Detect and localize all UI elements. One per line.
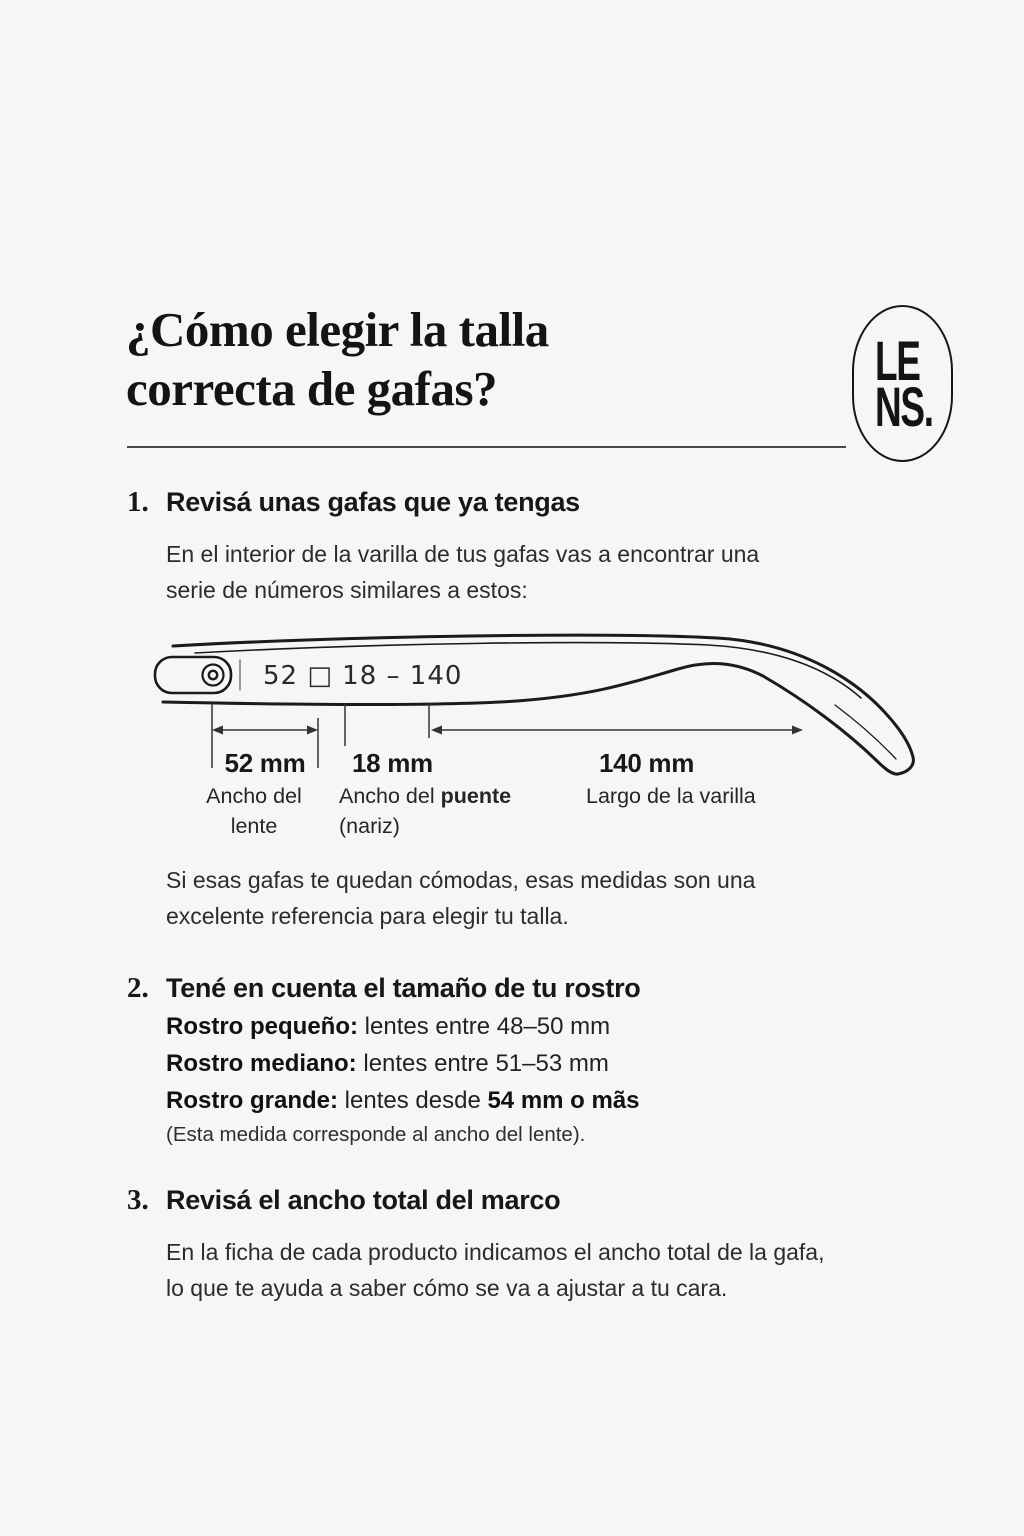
header-divider-rule xyxy=(127,446,846,448)
section3-number: 3. xyxy=(127,1184,149,1216)
section3-heading xyxy=(127,1184,560,1217)
face-size-row-medium-text: lentes entre 51–53 mm xyxy=(356,1050,609,1077)
lens-width-value: 52 mm xyxy=(224,748,306,778)
dim-arrowhead-lens-right xyxy=(307,726,318,735)
section3-body-line2: lo que te ayuda a saber cómo se va a ajustar a tu cara. xyxy=(166,1275,728,1301)
page-title xyxy=(126,300,549,418)
section2-number: 2. xyxy=(127,972,149,1004)
section1-outro xyxy=(166,862,755,934)
section1-title: Revisá unas gafas que ya tengas xyxy=(166,487,580,517)
section3-title: Revisá el ancho total del marco xyxy=(166,1185,561,1215)
lens-width-label-line2: lente xyxy=(230,814,278,838)
section1-outro-line1: Si esas gafas te quedan cómodas, esas medidas son una xyxy=(166,867,756,893)
section3-body-line1: En la ficha de cada producto indicamos el ancho total de la gafa, xyxy=(166,1239,825,1265)
dim-arrowhead-lens-left xyxy=(212,726,223,735)
brand-logo xyxy=(852,305,953,462)
hinge-rivet-center-icon xyxy=(209,671,217,679)
section1-number: 1. xyxy=(127,486,149,518)
brand-logo-text xyxy=(875,328,933,438)
engraved-size-code: 52 □ 18 – 140 xyxy=(263,661,463,691)
dim-arrowhead-temple-right xyxy=(792,726,803,735)
section1-intro-line2: serie de números similares a estos: xyxy=(166,577,528,603)
face-size-list xyxy=(166,1008,640,1119)
section1-heading xyxy=(127,486,580,519)
section1-intro xyxy=(166,536,759,608)
brand-logo-line1: LE xyxy=(875,328,920,392)
page-title-line2: correcta de gafas? xyxy=(126,361,498,416)
face-size-row-small-label: Rostro pequeño: xyxy=(166,1013,358,1040)
bridge-width-label-line2: (nariz) xyxy=(339,814,400,838)
hinge-rivet-icon xyxy=(203,665,224,686)
face-size-row-small-text: lentes entre 48–50 mm xyxy=(358,1013,611,1040)
section2-heading xyxy=(127,972,641,1005)
section1-outro-line2: excelente referencia para elegir tu talla. xyxy=(166,903,569,929)
temple-arm-diagram xyxy=(145,612,935,847)
section3-body xyxy=(166,1234,825,1306)
lens-width-note: (Esta medida corresponde al ancho del lente). xyxy=(166,1123,586,1146)
brand-logo-line2: NS. xyxy=(875,374,933,438)
dim-arrowhead-temple-left xyxy=(431,726,442,735)
bridge-width-label-prefix: Ancho del xyxy=(339,784,441,808)
face-size-row-medium-label: Rostro mediano: xyxy=(166,1050,357,1077)
bridge-width-label-line1 xyxy=(339,784,511,808)
bridge-width-label-bold: puente xyxy=(440,784,512,808)
face-size-row-medium xyxy=(166,1045,640,1082)
section1-intro-line1: En el interior de la varilla de tus gafas vas a encontrar una xyxy=(166,541,760,567)
face-size-row-large-text: lentes desde xyxy=(338,1087,488,1114)
glasses-temple-drawing xyxy=(145,612,935,847)
face-size-row-large xyxy=(166,1082,640,1119)
face-size-row-small xyxy=(166,1008,640,1045)
hinge-block xyxy=(155,657,231,693)
section2-title: Tené en cuenta el tamaño de tu rostro xyxy=(166,973,641,1003)
temple-length-label: Largo de la varilla xyxy=(586,784,756,808)
temple-length-value: 140 mm xyxy=(599,748,695,778)
lens-width-label-line1: Ancho del xyxy=(206,784,302,808)
face-size-row-large-bold: 54 mm o mãs xyxy=(487,1087,640,1114)
page-title-line1: ¿Cómo elegir la talla xyxy=(126,302,549,357)
bridge-width-value: 18 mm xyxy=(352,748,433,778)
face-size-row-large-label: Rostro grande: xyxy=(166,1087,339,1114)
